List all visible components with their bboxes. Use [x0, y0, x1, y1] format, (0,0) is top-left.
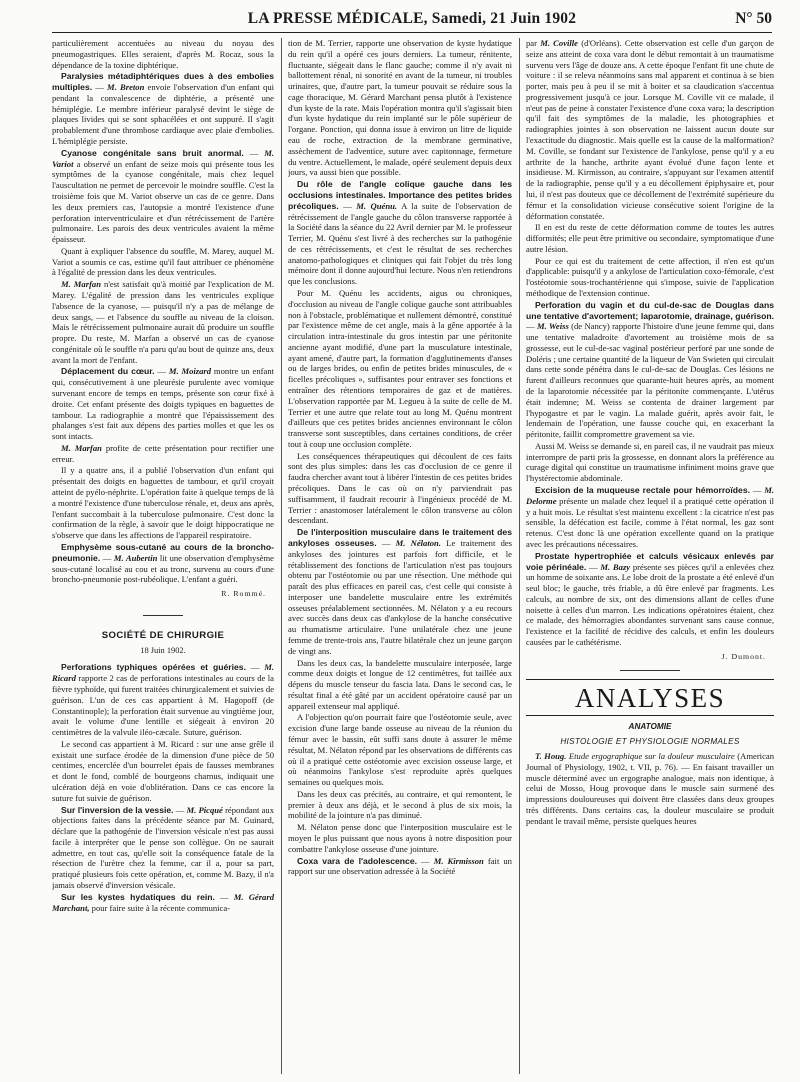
author: M. Moizard: [168, 366, 212, 377]
article-text: répondant aux objections faites dans la précédente séance par M. Guinard, déclare que la pathogénie de l'inversion vésicale n'est pas aussi facile à interpréter que le pense son collègue. On ne saurait admettre, en tout cas, qu'elle soit la conséquence fatale de la résection de l'urètre chez la femme, car il a, pour sa part, pratiqué plusieurs fois cette opération, et, comme M. Bazy, il n'a jamais observé d'inversion vésicale.: [52, 804, 274, 891]
column-1: [52, 38, 274, 1076]
author: M. Marfan: [61, 442, 102, 453]
paragraph: tion de M. Terrier, rapporte une observation de kyste hydatique du rein qu'il a opéré ces jours derniers. La tumeur, rénitente, fluctuante, siégeait dans le flanc gauche; comme il n'y avait ni ballottement rénal, ni sonorité en avant de la tumeur, ni troubles urinaires, que, d'autre part, la tumeur pouvait se réduire sous la cage thoracique, M. Gérard Marchant pensa plutôt à l'existence d'un kyste de la rate. Mais l'opération montra qu'il s'agissait bien d'un kyste hydatique du rein implanté sur le pôle supérieur de l'organe. Ponction, qui donna issue à environ un litre de liquide eau de roche, extraction de la membrane germinative, assèchement de l'adventice, suture avec capitonnage, fermeture du ventre. Actuellement, le malade, opéré seulement depuis deux jours, va aussi bien que possible.: [288, 38, 512, 178]
article-text: envoie l'observation d'un enfant qui pendant la convalescence de diphtérie, a présenté une hémiplégie. Le membre inférieur paralysé devint le siège de plaques livides qui se sont sphacélées et ont suppuré. Il s'agit probablement d'une thrombose cardiaque avec plaie d'embolies. L'hémiplégie persiste.: [52, 82, 274, 147]
article-text: rapporte 2 cas de perforations intestinales au cours de la fièvre typhoïde, qui furent traitées chirurgicalement et suivies de guérison. L'un de ces cas appartient à M. Hagopoff (de Constantinople); la perforation était survenue au vingtième jour, avait le volume d'une lentille et siégeait à environ 20 centimètres de la valvule iléo-cæcale. Suture, guérison.: [52, 673, 274, 738]
column-3: [526, 38, 774, 1076]
paragraph: Pour ce qui est du traitement de cette affection, il n'en est qu'un d'applicable: puisqu'il y a ankylose de l'articulation coxo-fémorale, c'est l'ostéotomie sous-trochantérienne qui s'impose, suivie de l'application méthodique de l'extension continue.: [526, 255, 774, 298]
author: M. Variot: [52, 147, 274, 169]
paragraph: Quant à expliquer l'absence du souffle, M. Marey, auquel M. Variot a soumis ce cas, estime qu'il faut attribuer ce phénomène à l'égalité de pression dans les deux ventricules.: [52, 245, 274, 278]
author: M. Delorme: [526, 485, 774, 506]
article-heading: Paralysies métadiphtériques dues à des embolies multiples.: [52, 71, 274, 93]
column-divider: [281, 38, 282, 1074]
issue-number: N° 50: [735, 10, 772, 27]
paragraph: Les conséquences thérapeutiques qui découlent de ces faits sont des plus simples: dans les cas d'occlusion de ce genre il faudra chercher avant tout à libérer l'intestin de ces petites brides précoliques. Dans le cas où on n'y parviendrait pas suffisamment, il faudrait recourir à l'ingénieux procédé de M. Terrier : anastomoser latéralement le côlon transverse au côlon descendant.: [288, 450, 512, 526]
paragraph: [52, 443, 274, 465]
article-text: Le traitement des ankyloses des jointures est parfois fort difficile, et le rétablissement des fonctions de l'articulation n'est pas toujours obtenu par l'ostéotomie ou par une résection. Une méthode qui paraît des plus efficaces en pareil cas, c'est celle qui consiste à interposer une bandelette musculaire entre les extrémités osseuses préalablement sectionnées. M. Nélaton y a eu recours avec succès dans deux cas d'ankylose de la hanche consécutive au rhumatisme articulaire. l'une unilatérale chez une jeune femme de trente-trois ans, l'autre bilatérale chez un jeune garçon de vingt ans.: [288, 537, 512, 656]
signature: J. Dumont.: [721, 651, 766, 661]
article-paragraph: Prostate hypertrophiée et calculs vésicaux enlevés par voie périnéale. — M. Bazy présente ses pièces qu'il a enlevées chez un homme de soixante ans. Le lobe droit de la prostate a été enlevé d'un seul bloc; le gauche, très friable, a dû être enlevé par fragments. Les calculs, au nombre de six, ont des dimensions allant de celles d'une noisette à celles d'un marron. Les indications opératoires étaient, chez ce malade, des hémorragies abondantes survenant sans cause connue, l'existence et la facilité de récidive des calculs, et enfin les douleurs causées par le cathétérisme.: [526, 550, 774, 647]
paragraph: Le second cas appartient à M. Ricard : sur une anse grêle il existait une surface érodée de la dimension d'une pièce de 50 centimes, encerclée d'un bourrelet épais de fausses membranes et dont le fond, comblé de bourgeons charnus, indiquait une ulcération déjà en voie d'oblitération. Dans ce cas encore la suture fut suivie de guérison.: [52, 738, 274, 803]
author: M. Quénu.: [356, 200, 398, 211]
article-heading: Sur les kystes hydatiques du rein.: [61, 891, 215, 902]
article-text: n'est satisfait qu'à moitié par l'explication de M. Marey. L'égalité de pression dans les ventricules explique l'absence de la cyanose, — puisqu'il n'y a pas de mélange de deux sangs, — et l'absence du souffle au niveau de la cloison. Mais le rétrécissement pulmonaire aurait dû produire un souffle propre. Du reste, M. Marfan a observé un cas de cyanose congénitale où le souffle n'a paru qu'au bout de quinze ans, deux avant la mort de l'enfant.: [52, 279, 274, 365]
paragraph: M. Nélaton pense donc que l'interposition musculaire est le moyen le plus puissant que nous ayons à notre disposition pour combattre l'ankylose osseuse d'une jointure.: [288, 822, 512, 854]
author: M. Breton: [107, 82, 145, 93]
article-paragraph: Paralysies métadiphtériques dues à des embolies multiples. — M. Breton envoie l'observation d'un enfant qui pendant la convalescence de diphtérie, a présenté une hémiplégie. Le membre inférieur paralysé devint le siège de plaques livides qui se sont sphacélées et ont suppuré. Il s'agit probablement d'une thrombose cardiaque avec plaie d'embolies. L'hémiplégie persiste.: [52, 71, 274, 147]
citation: (American Journal of Physiology, 1902, t. VII, p. 76).: [526, 750, 774, 772]
author: M. Gérard Marchant,: [52, 891, 274, 913]
author: M. Weiss: [536, 321, 569, 332]
article-heading: Prostate hypertrophiée et calculs vésicaux enlevés par voie périnéale.: [526, 550, 774, 572]
article-paragraph: Coxa vara de l'adolescence. — M. Kirmisson fait un rapport sur une observation adressée à la Société: [288, 855, 512, 877]
subsection-title: ANATOMIE: [628, 722, 672, 732]
author: M. Aubertin: [113, 552, 158, 563]
article-heading: Emphysème sous-cutané au cours de la broncho-pneumonie.: [52, 541, 274, 563]
author: T. Houg.: [535, 750, 567, 761]
article-text: fait un rapport sur une observation adressée à la Société: [288, 855, 512, 877]
section-date: 18 Juin 1902.: [140, 645, 186, 655]
article-paragraph: Sur les kystes hydatiques du rein. — M. Gérard Marchant, pour faire suite à la récente communica-: [52, 891, 274, 913]
author: M. Marfan: [61, 279, 102, 290]
column-divider: [519, 38, 520, 1074]
paragraph: [526, 38, 774, 221]
author: M. Coville: [540, 38, 578, 48]
article-text: lit une observation d'emphysème sous-cutané localisé au cou et au tronc, survenu au cours d'une broncho-pneumonie post-rubéolique. L'enfant a guéri.: [52, 552, 274, 585]
section-title: SOCIÉTÉ DE CHIRURGIE: [101, 629, 225, 641]
article-text: (d'Orléans). Cette observation est celle d'un garçon de seize ans atteint de coxa vara dont le début remontait à un traumatisme survenu vers l'âge de douze ans. A cette époque l'enfant fit une chute de voiture : il se releva néanmoins sans mal apparent et continua à se bien porter, mais peu à peu il se mit à boiter et sa claudication s'accentua progressivement jusqu'à ce jour. Lorsque M. Coville vit ce malade, il n'eut pas de peine à constater l'existence d'une coxa vara; la description qu'il fait des symptômes de la maladie, les photographies et radiographies jointes à son observation ne laissent aucun doute sur l'exactitude du diagnostic. Mais quelle est la cause de la malformation? M. Coville, se fondant sur l'existence de l'ankylose, pense qu'il y a eu arthrite de la hanche, arthrite ayant évolué d'une façon lente et insidieuse. M. Kirmisson, au contraire, s'appuyant sur l'examen attentif de la radiographie, pense qu'il y a eu décollement épiphysaire et, pour lui, il n'est pas douteux que ce décollement de l'extrémité supérieure du fémur et la consolidation vicieuse consécutive soient l'origine de la déformation constatée.: [526, 38, 774, 221]
article-text: A la suite de l'observation de rétrécissement de l'angle gauche du côlon transverse rapportée à la Société dans la séance du 22 Avril dernier par M. le professeur Terrier, M. Quénu s'est livré à des recherches sur la pathogénie de ces rétrécissements, et c'est le résultat de ses recherches anatomo-pathologiques et cliniques qui fait l'objet du très long mémoire dont il donne aujourd'hui lecture. Nous n'en retiendrons que les conclusions.: [288, 200, 512, 287]
article-text: montre un enfant qui, consécutivement à une pleurésie purulente avec vomique survenant encore de temps en temps, présente son cœur fixé à droite. Cet enfant présente des doigts typiques en baguettes de tambour. La radiographie a montré que l'épaississement des phalanges s'est fait aux dépens des parties molles et que les os sont intacts.: [52, 366, 274, 442]
signature: R. Rommé.: [221, 589, 266, 599]
author: M. Picqué: [186, 804, 223, 815]
paragraph: Aussi M. Weiss se demande si, en pareil cas, il ne vaudrait pas mieux interrompre de parti pris la grossesse, en donnant alors la préférence au curage digital qui constitue un traumatisme infiniment moins grave que l'hystérectomie abdominale.: [526, 440, 774, 484]
article-paragraph: Perforation du vagin et du cul-de-sac de Douglas dans une tentative d'avortement; laparotomie, drainage, guérison. — M. Weiss (de Nancy) rapporte l'histoire d'une jeune femme qui, dans une tentative maladroite d'avortement au troisième mois de sa grossesse, eut le cul-de-sac vaginal postérieur perforé par une sonde de Doléris ; une certaine quantité de la liqueur de Van Swieten qui circulait dans cette sonde pénétra dans le cul-de-sac de Douglas. Ces lésions ne furent d'ailleurs reconnues que quarante-huit heures après, au moment de la laparotomie nécessitée par la péritonite commençante. L'utérus était indemne; M. Weiss se contenta de drainer largement par l'hypogastre et par le vagin. La malade guérit, après avoir fait, le lendemain de l'opération, une fausse couche qui, en exacerbant la péritonite, faillit compromettre gravement sa vie.: [526, 299, 774, 440]
paragraph: Dans les deux cas, la bandelette musculaire interposée, large comme deux doigts et longue de 12 centimètres, fut taillée aux dépens du muscle tenseur du fascia lata. Dans le second cas, le résultat final a été gâté par un accident opératoire causé par un appareil extenseur mal appliqué.: [288, 657, 512, 711]
article-text: a observé un enfant de seize mois qui présente tous les symptômes de la cyanose congénitale, mais chez lequel l'auscultation ne permet de percevoir le moindre souffle. C'est la troisième fois que M. Variot observe un cas de ce genre. Dans les deux premiers cas, l'autopsie a montré l'existence d'une perforation interventriculaire et d'un rétrécissement de l'artère pulmonaire. Les parois des deux ventricules avaient la même épaisseur.: [52, 158, 274, 245]
article-heading: Cyanose congénitale sans bruit anormal.: [61, 147, 244, 158]
article-paragraph: Emphysème sous-cutané au cours de la broncho-pneumonie. — M. Aubertin lit une observation d'emphysème sous-cutané localisé au cou et au tronc, survenu au cours d'une broncho-pneumonie post-rubéolique. L'enfant a guéri.: [52, 541, 274, 585]
article-text: pour faire suite à la récente communica-: [91, 902, 231, 913]
paragraph: Pour M. Quénu les accidents, aigus ou chroniques, d'occlusion au niveau de l'angle colique gauche sont attribuables non à l'obstacle, problématique et nullement démontré, constitué par l'existence même de cet angle, mais à la gêne apportée à la circulation intra-intestinale du gros intestin par une péritonite ancienne ayant modifié, d'une part la musculature intestinale, ayant amené, d'autre part, la formation d'agglutinements d'anses ou de larges brides, ou enfin de petites brides minuscules, de « ficelles précoliques », suffisantes pour entraver ses fonctions et entraîner des rétentions temporaires de gaz et de matières. L'observation rapportée par M. Legueu à la suite de celle de M. Terrier et une autre que relate tout au long M. Quénu montrent d'ailleurs que ces petites brides anciennes environnant le côlon transverse sont susceptibles, dans certaines conditions, de créer tout à coup une occlusion complète.: [288, 287, 512, 449]
article-heading: De l'interposition musculaire dans le traitement des ankyloses osseuses.: [288, 527, 512, 548]
author: M. Nélaton.: [395, 537, 441, 548]
divider: [143, 615, 183, 616]
subsection-subtitle: HISTOLOGIE ET PHYSIOLOGIE NORMALES: [560, 736, 740, 746]
article-text: (de Nancy) rapporte l'histoire d'une jeune femme qui, dans une tentative maladroite d'avortement au troisième mois de sa grossesse, eut le cul-de-sac vaginal postérieur perforé par une sonde de Doléris ; une certaine quantité de la liqueur de Van Swieten qui circulait dans cette sonde pénétra dans le cul-de-sac de Douglas. Ces lésions ne furent d'ailleurs reconnues que quarante-huit heures après, au moment de la laparotomie nécessitée par la péritonite commençante. L'utérus était indemne; M. Weiss se contenta de drainer largement par l'hypogastre et par le vagin. La malade guérit, après avoir fait, le lendemain de l'opération, une fausse couche qui, en exacerbant la péritonite, faillit compromettre gravement sa vie.: [526, 321, 774, 440]
article-heading: Perforation du vagin et du cul-de-sac de Douglas dans une tentative d'avortement; laparotomie, drainage, guérison.: [526, 299, 774, 321]
article-paragraph: De l'interposition musculaire dans le traitement des ankyloses osseuses. — M. Nélaton. Le traitement des ankyloses des jointures est parfois fort difficile, et le rétablissement des fonctions de l'articulation n'est pas toujours obtenu par l'ostéotomie ou par une résection. Une méthode qui paraît des plus efficaces en pareil cas, c'est celle qui consiste à interposer une bandelette musculaire entre les extrémités osseuses préalablement sectionnées. M. Nélaton y a eu recours avec succès dans deux cas d'ankylose de la hanche consécutive au rhumatisme articulaire. l'une unilatérale chez une jeune femme de trente-trois ans, l'autre bilatérale chez un jeune garçon de vingt ans.: [288, 527, 512, 656]
article-heading: Sur l'inversion de la vessie.: [61, 804, 174, 815]
article-paragraph: Excision de la muqueuse rectale pour hémorroïdes. — M. Delorme présente un malade chez lequel il a pratiqué cette opération il y a huit mois. Le résultat s'est maintenu excellent : la cicatrice n'est pas sensible, la défécation est facile, comme à l'état normal, les gaz sont retenus. C'est donc là une opération excellente quand on la pratique avec les précautions nécessaires.: [526, 485, 774, 549]
masthead: [52, 6, 772, 33]
author: M. Kirmisson: [433, 855, 484, 866]
column-2: [288, 38, 512, 1076]
author: M. Bazy: [600, 561, 631, 572]
article-title: Etude ergographique sur la douleur musculaire: [568, 750, 735, 761]
article-paragraph: Perforations typhiques opérées et guéries. — M. Ricard rapporte 2 cas de perforations intestinales au cours de la fièvre typhoïde, qui furent traitées chirurgicalement et suivies de guérison. L'un de ces cas appartient à M. Hagopoff (de Constantinople); la perforation était survenue au vingtième jour, avait le volume d'une lentille et siégeait à environ 20 centimètres de la valvule iléo-cæcale. Suture, guérison.: [52, 662, 274, 738]
paragraph: Il en est du reste de cette déformation comme de toutes les autres difformités; elle peut être primitive ou secondaire, symptomatique d'une autre lésion.: [526, 222, 774, 254]
paragraph: A l'objection qu'on pourrait faire que l'ostéotomie seule, avec excision d'une large bande osseuse au niveau de la réunion du fémur avec le bassin, eût suffi sans doute à assurer le même résultat, M. Nélaton répond par les observations de différents cas où il a pratiqué cette ostéotomie avec excision osseuse large, et où néanmoins l'ankylose s'est reproduite après quelques semaines ou quelques mois.: [288, 712, 512, 788]
article-text: présente un malade chez lequel il a pratiqué cette opération il y a huit mois. Le résultat s'est maintenu excellent : la cicatrice n'est pas sensible, la défécation est facile, comme à l'état normal, les gaz sont retenus. C'est donc là une opération excellente quand on la pratique avec les précautions nécessaires.: [526, 495, 774, 549]
author: M. Ricard: [52, 662, 274, 684]
paragraph: particulièrement accentuées au niveau du noyau des pneumogastriques. Elles seraient, d'après M. Rocaz, sous la dépendance de la toxine diphtérique.: [52, 38, 274, 70]
page-title: LA PRESSE MÉDICALE, Samedi, 21 Juin 1902: [247, 10, 577, 27]
analyses-banner: ANALYSES: [526, 679, 774, 717]
article-heading: Coxa vara de l'adolescence.: [297, 855, 417, 866]
article-heading: Du rôle de l'angle colique gauche dans les occlusions intestinales. Importance des petites brides précoliques.: [288, 179, 512, 211]
paragraph: Il y a quatre ans, il a publié l'observation d'un enfant qui présentait des doigts en baguettes de tambour, et qu'il croyait atteint de pyélo-néphrite. L'opération faite à quelque temps de là a montré l'existence d'une tuberculose rénale, et, deux ans après, l'enfant succombait à la tuberculose pulmonaire. C'est donc la confirmation de la règle, à savoir que le doigt hippocratique ne s'observe que dans les affections de l'appareil respiratoire.: [52, 465, 274, 541]
divider: [620, 670, 680, 671]
article-paragraph: Sur l'inversion de la vessie. — M. Picqué répondant aux objections faites dans la précédente séance par M. Guinard, déclare que la pathogénie de l'inversion vésicale n'est pas aussi facile à interpréter que le pense son collègue. On ne saurait admettre, en tout cas, qu'elle soit la conséquence fatale de la résection de l'urètre chez la femme, car il a, pour sa part, pratiqué plusieurs fois cette opération, et, comme M. Bazy, il n'a jamais observé d'inversion vésicale.: [52, 804, 274, 891]
article-paragraph: Cyanose congénitale sans bruit anormal. — M. Variot a observé un enfant de seize mois qui présente tous les symptômes de la cyanose congénitale, mais chez lequel l'auscultation ne permet de percevoir le moindre souffle. C'est la troisième fois que M. Variot observe un cas de ce genre. Dans les deux premiers cas, l'autopsie a montré l'existence d'une perforation interventriculaire et d'un rétrécissement de l'artère pulmonaire. Les parois des deux ventricules avaient la même épaisseur.: [52, 147, 274, 245]
article-text: — En faisant travailler un muscle déterminé avec un ergographe analogue, mais non identique, à celui de Mosso, Houg provoque dans le muscle sain surmené des impressions douloureuses qui doivent être classées dans deux groupes très différents. Dans certains cas, la douleur musculaire se produit pendant le travail même, persiste quelques heures: [526, 761, 774, 826]
paragraph: Dans les deux cas précités, au contraire, et qui remontent, le premier à deux ans déjà, et le second à plus de six mois, la mobilité de la jointure n'a pas diminué.: [288, 788, 512, 821]
paragraph: [52, 279, 274, 365]
article-paragraph: Du rôle de l'angle colique gauche dans les occlusions intestinales. Importance des petites brides précoliques. — M. Quénu. A la suite de l'observation de rétrécissement de l'angle gauche du côlon transverse rapportée à la Société dans la séance du 22 Avril dernier par M. le professeur Terrier, M. Quénu s'est livré à des recherches sur la pathogénie de ces rétrécissements, et c'est le résultat de ses recherches anatomo-pathologiques et cliniques qui fait l'objet du très long mémoire dont il donne aujourd'hui lecture. Nous n'en retiendrons que les conclusions.: [288, 179, 512, 287]
article-heading: Déplacement du cœur.: [61, 366, 155, 377]
article-paragraph: Déplacement du cœur. — M. Moizard montre un enfant qui, consécutivement à une pleurésie purulente avec vomique survenant encore de temps en temps, présente son cœur fixé à droite. Cet enfant présente des doigts typiques en baguettes de tambour. La radiographie a montré que l'épaississement des phalanges s'est fait aux dépens des parties molles et que les os sont intacts.: [52, 366, 274, 442]
article-text: par: [526, 38, 537, 48]
article-text: présente ses pièces qu'il a enlevées chez un homme de soixante ans. Le lobe droit de la prostate a été enlevé d'un seul bloc; le gauche, très friable, a dû être enlevé par fragments. Les calculs, au nombre de six, ont des dimensions allant de celles d'une noisette à celles d'un marron. Les indications opératoires étaient, chez ce malade, des hémorragies abondantes survenant sans cause connue, l'existence et la facilité de récidive des calculs, et enfin les douleurs causées par le cathétérisme.: [526, 561, 774, 647]
article-paragraph: [526, 751, 774, 826]
article-text: profite de cette présentation pour rectifier une erreur.: [52, 442, 274, 464]
article-heading: Excision de la muqueuse rectale pour hémorroïdes.: [535, 485, 751, 496]
article-heading: Perforations typhiques opérées et guéries.: [61, 662, 246, 673]
